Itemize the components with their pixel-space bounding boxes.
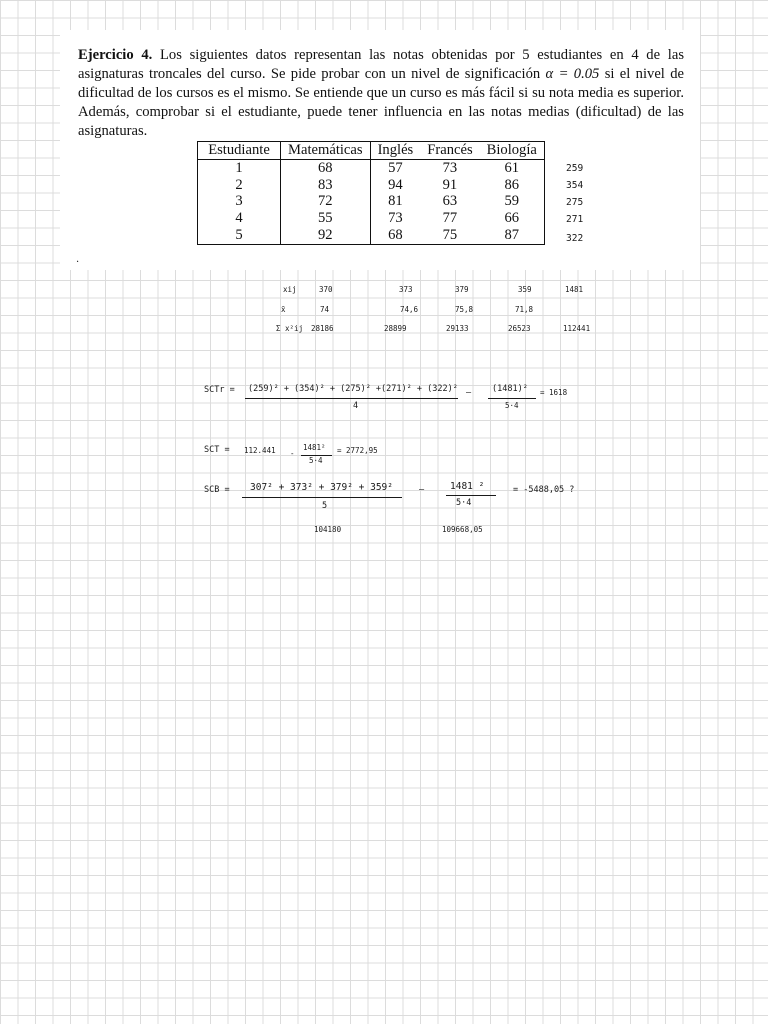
- table-row: [198, 193, 545, 210]
- table-cell: 68: [388, 226, 403, 243]
- sctr-result: = 1618: [540, 388, 568, 397]
- scb-label: SCB =: [204, 485, 230, 495]
- col-sumsq: 29133: [446, 324, 469, 333]
- table-cell: 81: [388, 193, 403, 210]
- table-cell: 83: [281, 177, 371, 194]
- sct-minus: -: [290, 449, 295, 458]
- scb-denominator: 5: [322, 501, 328, 511]
- table-row: [198, 177, 545, 194]
- table-row: [198, 159, 545, 176]
- sctr-fraction-line: [245, 398, 458, 399]
- col-sum: 370: [319, 285, 333, 294]
- sctr-numerator: (259)² + (354)² + (275)² +(271)² + (322)²: [248, 384, 458, 394]
- printed-exercise-block: [60, 30, 700, 270]
- table-cell: 57: [388, 159, 403, 176]
- sct-left: 112.441: [244, 446, 276, 455]
- scb-fraction-line: [242, 497, 402, 498]
- col-sum: 379: [455, 285, 469, 294]
- table-cell: 59: [504, 193, 520, 210]
- row-total: 271: [566, 214, 584, 225]
- sctr-term-num: (1481)²: [492, 384, 528, 394]
- sct-term-num: 1481²: [303, 443, 326, 452]
- exercise-statement: [78, 46, 684, 141]
- grand-total: 1481: [565, 285, 584, 294]
- stray-dot: .: [76, 254, 80, 265]
- table-header-row: [198, 142, 545, 160]
- sumsq-label: Σ x²ij: [276, 324, 304, 333]
- col-sum: 359: [518, 285, 532, 294]
- table-cell: 1: [198, 159, 281, 176]
- header-ingles: Inglés: [370, 142, 420, 160]
- sctr-minus: —: [466, 388, 472, 398]
- sctr-term-line: [488, 398, 536, 399]
- sctr-label: SCTr =: [204, 385, 235, 395]
- header-estudiante: Estudiante: [198, 142, 281, 160]
- table-cell: 4: [198, 210, 281, 227]
- table-cell: 73: [442, 159, 458, 176]
- scb-sub-right: 109668,05: [442, 525, 483, 534]
- table-cell: 77: [442, 210, 458, 227]
- scb-term-num: 1481 ²: [450, 481, 485, 492]
- sctr-denominator: 4: [353, 401, 359, 411]
- table-cell: 5: [198, 227, 281, 244]
- scb-minus: —: [419, 485, 425, 495]
- col-mean: 74,6: [400, 305, 419, 314]
- table-cell: 75: [442, 226, 458, 243]
- exercise-label: Ejercicio 4.: [78, 47, 153, 63]
- mean-label: x̄: [281, 305, 286, 314]
- col-sum: 373: [399, 285, 413, 294]
- table-cell: 3: [198, 193, 281, 210]
- header-matematicas: Matemáticas: [281, 142, 371, 160]
- table-cell: 68: [281, 159, 371, 176]
- table-cell: 63: [442, 193, 458, 210]
- total-sumsq: 112441: [563, 324, 591, 333]
- table-cell: 66: [504, 210, 520, 227]
- table-cell: 73: [388, 210, 403, 227]
- sctr-term-den: 5·4: [505, 401, 519, 410]
- scb-result: = -5488,05 ?: [513, 485, 575, 495]
- table-cell: 55: [281, 210, 371, 227]
- sums-label: xij: [283, 285, 297, 294]
- sct-label: SCT =: [204, 445, 230, 455]
- table-cell: 2: [198, 177, 281, 194]
- row-total: 275: [566, 197, 584, 208]
- scb-term-line: [446, 495, 496, 496]
- col-sumsq: 28899: [384, 324, 407, 333]
- table-cell: 92: [281, 227, 371, 244]
- table-cell: 72: [281, 193, 371, 210]
- sct-result: = 2772,95: [337, 446, 378, 455]
- row-total: 322: [566, 233, 584, 244]
- scb-sub-left: 104180: [314, 525, 342, 534]
- alpha-value: α = 0.05: [545, 66, 600, 82]
- table-cell: 91: [442, 176, 458, 193]
- table-cell: 86: [504, 176, 520, 193]
- table-cell: 94: [388, 176, 403, 193]
- exercise-text-2: si el nivel de dificultad de los cursos es el mismo. Se entiende que un curso es más fácil si su nota media es superior. Además, comprobar si el estudiante, puede tener influencia en las notas medias (dificultad) de las asignaturas.: [78, 66, 684, 139]
- col-mean: 74: [320, 305, 330, 314]
- table-cell: 61: [504, 159, 520, 176]
- header-frances: Francés: [420, 142, 479, 160]
- scb-term-den: 5·4: [456, 498, 472, 508]
- header-biologia: Biología: [480, 142, 545, 160]
- col-sumsq: 26523: [508, 324, 531, 333]
- sct-term-den: 5·4: [309, 456, 323, 465]
- col-sumsq: 28186: [311, 324, 334, 333]
- row-total: 354: [566, 180, 584, 191]
- row-total: 259: [566, 163, 584, 174]
- exercise-text-1: Los siguientes datos representan las notas obtenidas por 5 estudiantes en 4 de las asignaturas troncales del curso. Se pide probar con un nivel de significación: [78, 47, 684, 82]
- table-cell: 87: [504, 226, 520, 243]
- col-mean: 71,8: [515, 305, 534, 314]
- table-row: [198, 227, 545, 244]
- table-row: [198, 210, 545, 227]
- scb-numerator: 307² + 373² + 379² + 359²: [250, 482, 393, 493]
- col-mean: 75,8: [455, 305, 474, 314]
- grades-table: [197, 141, 545, 245]
